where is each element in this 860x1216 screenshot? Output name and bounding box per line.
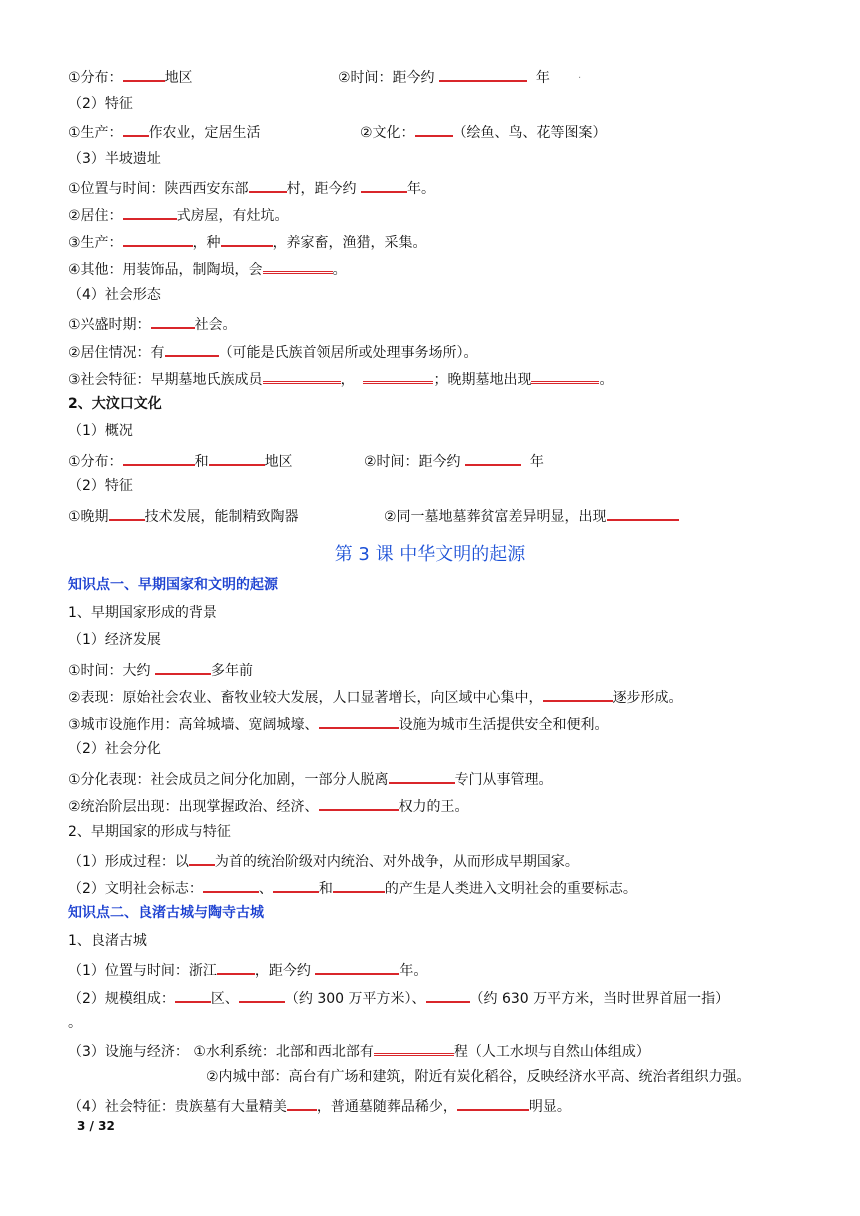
blank[interactable] (287, 1095, 317, 1111)
text: 专门从事管理。 (454, 772, 553, 788)
line-tomb (384, 505, 679, 526)
text: ，种 (192, 235, 221, 251)
blank[interactable] (263, 258, 333, 274)
line-social (68, 368, 613, 389)
text: ①分布： (68, 70, 123, 86)
line-distribution-2 (68, 450, 293, 471)
text: ②同一墓地墓葬贫富差异明显，出现 (384, 509, 607, 525)
blank[interactable] (123, 121, 149, 137)
text: ，距今约 (254, 963, 311, 979)
blank[interactable] (209, 450, 265, 466)
text: （可能是氏族首领居所或处理事务场所）。 (218, 345, 478, 361)
page-number: 3 / 32 (77, 1119, 115, 1133)
text: 的产生是人类进入文明社会的重要标志。 (384, 881, 637, 897)
line-facilities (68, 1040, 650, 1061)
blank[interactable] (217, 959, 255, 975)
blank[interactable] (543, 686, 613, 702)
text: ①晚期 (68, 509, 109, 525)
text: ①生产： (68, 125, 123, 141)
heading: 1、良渚古城 (68, 933, 147, 949)
text: 年 (535, 70, 550, 86)
text: ③城市设施作用：高耸城墙、宽阔城壕、 (68, 717, 319, 733)
text: ，养家畜，渔猎，采集。 (272, 235, 427, 251)
text: 多年前 (211, 663, 254, 679)
heading: （2）社会分化 (68, 741, 161, 757)
line-time-2 (364, 450, 544, 471)
blank[interactable] (457, 1095, 529, 1111)
text: （2）文明社会标志： (68, 881, 203, 897)
text: 技术发展，能制精致陶器 (144, 509, 299, 525)
text: ②时间：距今约 (338, 70, 435, 86)
text: （约 300 万平方米）、 (284, 991, 426, 1007)
lesson-title: 第 3 课 中华文明的起源 (334, 544, 526, 565)
line-social-features (68, 1095, 571, 1116)
text: ①兴盛时期： (68, 317, 151, 333)
blank[interactable] (155, 659, 211, 675)
heading: （2）特征 (68, 478, 133, 494)
text: （3）设施与经济： ①水利系统：北部和西北部有 (68, 1044, 374, 1060)
text: 逐步形成。 (612, 690, 683, 706)
blank[interactable] (123, 66, 165, 82)
text: 社会。 (194, 317, 237, 333)
text: （绘鱼、鸟、花等图案） (452, 125, 607, 141)
blank[interactable] (389, 768, 455, 784)
blank[interactable] (203, 877, 259, 893)
text: 、 (258, 881, 273, 897)
mark: · (578, 73, 582, 84)
blank[interactable] (109, 505, 145, 521)
line-distribution (68, 66, 193, 87)
text: 年。 (407, 181, 436, 197)
line-manifestation (68, 686, 683, 707)
heading: （4）社会形态 (68, 287, 161, 303)
text: ②时间：距今约 (364, 454, 461, 470)
blank[interactable] (439, 66, 527, 82)
text: ①时间：大约 (68, 663, 151, 679)
heading: （3）半坡遗址 (68, 151, 161, 167)
text: 。 (332, 262, 347, 278)
text: 设施为城市生活提供安全和便利。 (398, 717, 609, 733)
text: 区、 (210, 991, 239, 1007)
text: ④其他：用装饰品，制陶埙，会 (68, 262, 263, 278)
text: 地区 (264, 454, 293, 470)
text: 权力的王。 (398, 799, 469, 815)
text: 为首的统治阶级对内统治、对外战争，从而形成早期国家。 (214, 854, 579, 870)
blank[interactable] (531, 368, 599, 384)
heading: （2）特征 (68, 96, 133, 112)
line-location (68, 177, 435, 198)
text: （4）社会特征：贵族墓有大量精美 (68, 1099, 287, 1115)
text: 村，距今约 (286, 181, 357, 197)
blank[interactable] (273, 877, 319, 893)
text: 和 (318, 881, 333, 897)
heading: 2、早期国家的形成与特征 (68, 824, 231, 840)
text: ②统治阶层出现：出现掌握政治、经济、 (68, 799, 319, 815)
text: ②居住情况：有 (68, 345, 165, 361)
text: （1）位置与时间：浙江 (68, 963, 217, 979)
text: ， (340, 372, 355, 388)
blank[interactable] (165, 341, 219, 357)
text: 年。 (399, 963, 428, 979)
line-production-2 (68, 231, 427, 252)
section-heading: 2、大汶口文化 (68, 396, 162, 412)
text: ；晚期墓地出现 (433, 372, 532, 388)
knowledge-point-1: 知识点一、早期国家和文明的起源 (68, 577, 278, 593)
line-civilization-marks (68, 877, 637, 898)
text: 年 (529, 454, 544, 470)
blank[interactable] (123, 231, 193, 247)
text: 。 (68, 1015, 82, 1031)
line-late (68, 505, 299, 526)
blank[interactable] (175, 987, 211, 1003)
blank[interactable] (315, 959, 399, 975)
line-liangzhu-location (68, 959, 427, 980)
text: ，普通墓随葬品稀少， (316, 1099, 457, 1115)
text: 程（人工水坝与自然山体组成） (453, 1044, 650, 1060)
line-culture (360, 121, 607, 142)
line-production (68, 121, 261, 142)
blank[interactable] (151, 313, 195, 329)
blank[interactable] (221, 231, 273, 247)
line-differentiation (68, 768, 553, 789)
line-residence (68, 341, 478, 362)
blank[interactable] (123, 204, 177, 220)
line-inner-city: ②内城中部：高台有广场和建筑，附近有炭化稻谷，反映经济水平高、统治者组织力强。 (206, 1069, 751, 1085)
blank[interactable] (426, 987, 470, 1003)
blank[interactable] (239, 987, 285, 1003)
blank[interactable] (361, 177, 407, 193)
line-time (338, 66, 550, 87)
text: ②文化： (360, 125, 415, 141)
text: ②居住： (68, 208, 123, 224)
heading: （1）概况 (68, 423, 133, 439)
blank[interactable] (333, 877, 385, 893)
blank[interactable] (607, 505, 679, 521)
blank[interactable] (319, 795, 399, 811)
blank[interactable] (465, 450, 521, 466)
blank[interactable] (123, 450, 195, 466)
text: ②表现：原始社会农业、畜牧业较大发展，人口显著增长，向区域中心集中， (68, 690, 543, 706)
line-time-3 (68, 659, 253, 680)
blank[interactable] (415, 121, 453, 137)
heading: （1）经济发展 (68, 632, 161, 648)
line-dwelling (68, 204, 289, 225)
text: ③生产： (68, 235, 123, 251)
text: 作农业，定居生活 (148, 125, 261, 141)
text: ①分布： (68, 454, 123, 470)
heading: 1、早期国家形成的背景 (68, 605, 217, 621)
text: ③社会特征：早期墓地氏族成员 (68, 372, 263, 388)
text: （约 630 万平方米，当时世界首屈一指） (469, 991, 730, 1007)
text: （2）规模组成： (68, 991, 175, 1007)
line-ruling-class (68, 795, 469, 816)
line-formation (68, 850, 579, 871)
line-scale (68, 987, 729, 1008)
text: 明显。 (528, 1099, 571, 1115)
blank[interactable] (363, 368, 433, 384)
text: （1）形成过程：以 (68, 854, 189, 870)
blank[interactable] (189, 850, 215, 866)
line-period (68, 313, 237, 334)
text: 和 (194, 454, 209, 470)
knowledge-point-2: 知识点二、良渚古城与陶寺古城 (68, 905, 264, 921)
blank[interactable] (249, 177, 287, 193)
line-other (68, 258, 347, 279)
blank[interactable] (374, 1040, 454, 1056)
text: ①位置与时间：陕西西安东部 (68, 181, 249, 197)
text: 。 (599, 372, 614, 388)
blank[interactable] (319, 713, 399, 729)
blank[interactable] (263, 368, 341, 384)
text: ①分化表现：社会成员之间分化加剧，一部分人脱离 (68, 772, 389, 788)
text: 式房屋，有灶坑。 (176, 208, 289, 224)
text: 地区 (164, 70, 193, 86)
line-city-facility (68, 713, 609, 734)
